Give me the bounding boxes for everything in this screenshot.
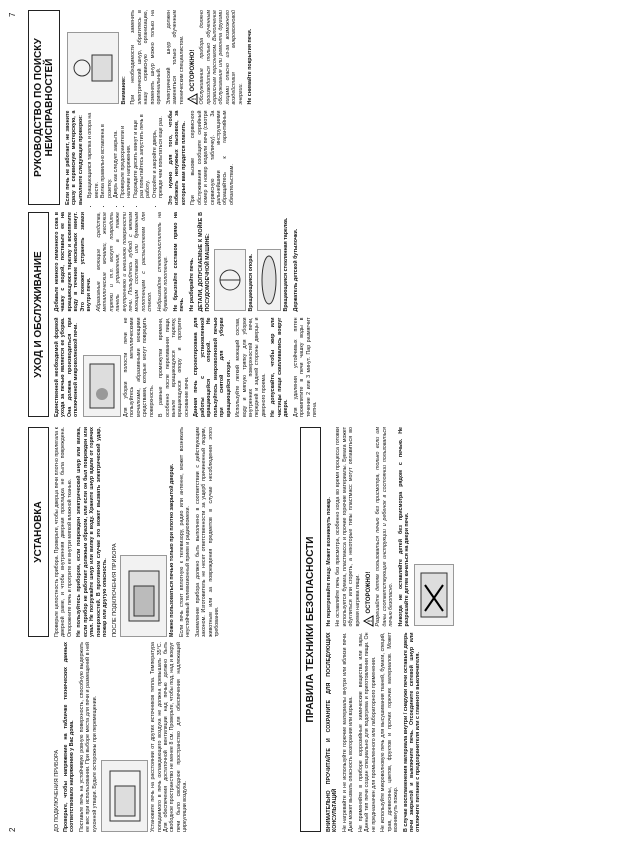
trouble-cord-replace: При необходимости заменить электрический шнур, обратитесь в нашу сервисную организацию, поменять шнур можно только на оригинальный.	[130, 10, 163, 105]
troubleshooting-section	[28, 10, 588, 205]
support-illustration	[214, 250, 246, 312]
trouble-caution	[188, 10, 197, 105]
care-mild-detergent: Используйте легкий моющий состав, воду и мягкую тряпку для уборки внутренних поверхностей печи, передней и задней стороны дверцы и дверного проема.	[235, 317, 267, 417]
safety-header: ПРАВИЛА ТЕХНИКИ БЕЗОПАСНОСТИ	[300, 427, 321, 832]
dishwasher-item-bottle-holder: Держатель детской бутылочки.	[292, 228, 299, 312]
warning-triangle-icon	[364, 617, 373, 627]
warning-triangle-icon	[188, 95, 197, 105]
safety-unattended: Не оставляйте печь без присмотра, особенно когда во время процесса готовки используется бумага, пластмасса и прочие горючие материалы. Бумага может обуглиться или сгореть, а некоторые типы пластмасс могут оплавиться во время нагрева пищи.	[335, 427, 361, 627]
trouble-checklist	[87, 111, 164, 206]
safety-children: Разрешайте детям пользоваться печью без присмотра, только если им даны соответствующие инструкции и ребенок в состоянии пользоваться печью безопасно.	[375, 427, 395, 627]
trouble-attention: Внимание:	[121, 76, 127, 105]
trouble-header: РУКОВОДСТВО ПО ПОИСКУ НЕИСПРАВНОСТЕЙ	[28, 10, 60, 205]
svg-text:!: !	[368, 620, 375, 623]
care-header: УХОД И ОБСЛУЖИВАНИЕ	[28, 212, 49, 417]
trouble-service-info: При вызове сервисного обслуживания сообщите серийный номер и номер модели печи (смотри сервисную табличку). За дальнейшими инструкциями обращайтесь к гарантийным обязательствам.	[190, 110, 235, 205]
safety-intro: ВНИМАТЕЛЬНО ПРОЧИТАЙТЕ И СОХРАНИТЕ ДЛЯ ПОСЛЕДУЮЩИХ КОНСУЛЬТАЦИЙ	[326, 632, 339, 832]
connect-distance: Установите печь на расстоянии от других источников тепла. Температура попадаемого в печь охлаждающего воздуха не должна превышать 35°С. Для обеспечения достаточной вентиляции над печью должно быть свободное пространство не менее 8 см. Проверьте, чтобы под, над и вокруг печи было свободное пространство для обеспечения надлежащей циркуляции воздуха.	[150, 642, 189, 832]
care-lemon: Добавьте немного лимонного сока в чашку с водой, поставьте ее на вращающуюся тарелку и вскипятите воду в течение нескольких минут. Это поможет устранить запахи внутри печи.	[54, 212, 93, 312]
page-number-right: 7	[8, 12, 17, 17]
safety-overheat: Не перегревайте пищу. Может возникнуть пожар.	[326, 497, 332, 627]
safety-caution	[364, 427, 373, 627]
connect-voltage: Проверьте, чтобы напряжение на табличке технических данных соответствовало напряжению у Вас дома.	[62, 642, 76, 832]
safety-children-door: Никогда не оставляйте детей без присмотра рядом с печью. Не разрешайте детям качаться на двери печи.	[397, 427, 411, 627]
check-item: • Вилка правильно вставлена в розетку.	[100, 111, 113, 199]
child-door-illustration	[414, 565, 454, 627]
check-item: • Вращающаяся тарелка и опора на месте.	[87, 111, 100, 199]
check-item: • Дверь как следует закрыта.	[113, 111, 119, 199]
check-item: • Проверьте предохранители и наличие напряжения.	[120, 111, 133, 199]
dishwasher-title: ДЕТАЛИ, ДОПУСКАЕМЫЕ К МОЙКЕ В ПОСУДОМОЕЧНОЙ МАШИНЕ:	[198, 212, 211, 312]
safety-flammable: Не нагревайте и не используйте горючие материалы внутри или вблизи печи. Дым может вызвать опасность возгорания или взрыва.	[341, 632, 355, 832]
caution-label: ОСТОРОЖНО!	[365, 571, 372, 614]
check-integrity: Проверьте целостность прибора. Проверьте, чтобы дверца печи плотно прилегала к дверной раме, и чтобы внутренняя дверная прокладка не была повреждена. Опорожните печь и протрите ее внутри мягкой влажной тканью.	[54, 427, 73, 637]
care-no-direct-spray: Не брызгайте составом прямо на печь.	[172, 212, 186, 312]
safety-fire: В случае воспламенения материала внутри / снаружи печи оставьте дверь печи закрытой и выключите печь. Отсоедините сетевой шнур или отключите питание с предохранителя или с главного выключателя.	[402, 632, 422, 832]
damaged-cord-warning: Не пользуйтесь прибором, если поврежден электрический шнур или вилка, если прибор не работает должным образом, или если он был поврежден или упал. Не погружайте шнур или вилку в воду. Храните шнур вдали от горячих поверхностей. В противном случае это может вызвать электрический удар, пожар или другую опасность.	[76, 427, 109, 637]
door-closed-rule: Можно пользоваться печью только при плотно закрытой дверце.	[169, 463, 176, 637]
trouble-service-only: Обслуживание прибора должно производиться только обученным сервисным персоналом. Выполнение обслуживания или ремонта другими лицами опасно из-за возможного воздействия микроволновой энергии.	[199, 10, 244, 105]
closed-door-illustration	[120, 555, 167, 637]
glass-plate-illustration	[257, 250, 281, 312]
install-header: УСТАНОВКА	[28, 427, 49, 637]
dishwasher-item-plate: Вращающаяся стеклянная тарелка.	[283, 217, 290, 312]
dishwasher-item-support: Вращающаяся опора.	[247, 254, 254, 312]
care-abrasives: Абразивные моющие средства, металлические мочалки, жесткие тряпки и т.п. могут повредить панель управления, а также внутреннюю и внешнюю поверхности печи. Пользуйтесь губкой с мягким моющим составом или бумажным полотенцем с распылителем для стекол.	[95, 212, 154, 312]
care-stains: Для удаления устойчивых пятен прокипятите в печи чашку воды в течение 2 или 3 минут. Пар размягчит пятна.	[292, 317, 319, 417]
care-intro: Единственной необходимой формой ухода за печью является ее уборка. Она должна производиться при отключенной микроволновой печи.	[54, 317, 80, 417]
connect-title: ДО ПОДКЛЮЧЕНИЯ ПРИБОРА	[54, 749, 60, 832]
care-support-required: Данная печь спроектирована для работы с установленной вращающейся опорой. Не пользуйтесь микроволновой печью при снятой для уборки вращающейся опоре.	[193, 317, 232, 417]
tv-interference: Если печь стоит вплотную к телевизору, радио или антенне, может возникать неустойчивый телевизионный прием и радиопомехи.	[178, 427, 192, 637]
safety-chemicals: Не применяйте в приборе коррозийные химические вещества или пары. Данный тип печи создан специально для подогрева и приготовления пищи. Он не предназначен для промышленного или лабораторного применения.	[357, 632, 377, 832]
trouble-cord-tech: Электрический шнур должен заменяться только обученным техническим специалистом.	[165, 10, 185, 105]
trouble-avoid-calls: Это нужно для того, чтобы избежать ненужных вызовов, за которые вам придется платить.	[167, 110, 187, 205]
check-item: • Откройте и закройте дверь, прежде чем попытаться еще раз.	[152, 111, 165, 199]
care-remove-plate: В равные промежутки времени, особенно после переливания пищи, выньте вращающуюся тарелку, вращающуюся опору и протрите основание печи.	[158, 317, 190, 417]
after-connect-title: ПОСЛЕ ПОДКЛЮЧЕНИЯ ПРИБОРА	[111, 543, 118, 637]
trouble-no-covers: Не снимайте покрытия печи.	[247, 28, 254, 105]
check-item: • Подождите десять минут и еще раз попытайтесь запустить печь в работу.	[133, 111, 152, 199]
svg-text:!: !	[192, 98, 199, 101]
safety-section	[300, 427, 588, 832]
grounding-rule: Заземление прибора должно быть выполнено в соответствии с действующим законом. Изготовитель не несет ответственности за ущерб причиненный людям, животным или за повреждения предметов в случае несоблюдения этого требования.	[194, 427, 221, 637]
cleaning-illustration	[83, 355, 121, 417]
repair-person-illustration	[67, 33, 119, 105]
trouble-intro: Если печь не работает, не звоните сразу в сервисную мастерскую, а выполните следующие проверки:	[65, 110, 84, 205]
care-grease: Не допускайте, чтобы жир или частицы пищи скапливались вокруг двери.	[270, 317, 290, 417]
care-no-disassembly: Не разбирайте печь.	[188, 257, 195, 312]
caution-label: ОСТОРОЖНО!	[189, 49, 196, 92]
connect-surface: Поставьте печь на устойчивую ровную поверхность, способную выдержать ее вес при использовании. При выборе места для печи и размещений в ней кухонной утвари. Будьте осторожны при перемещении.	[78, 642, 98, 832]
care-section	[28, 212, 588, 417]
page-number-left: 2	[8, 827, 17, 832]
oven-placement-illustration	[101, 760, 148, 832]
care-spray-towel: Небрызгайте стеклоочиститель на бумажное полотенце.	[156, 212, 170, 312]
care-no-abrasive: Для уборки полости печи не пользуйтесь металлическими мочалками, абразивными моющими средствами, которые могут повредить поверхность.	[122, 317, 155, 417]
safety-drying: Не используйте микроволновую печь для высушивания тканей, бумаги, специй, трав, древесины, цветов, фруктов и прочих горючих материалов. Может возникнуть пожар.	[380, 632, 400, 832]
